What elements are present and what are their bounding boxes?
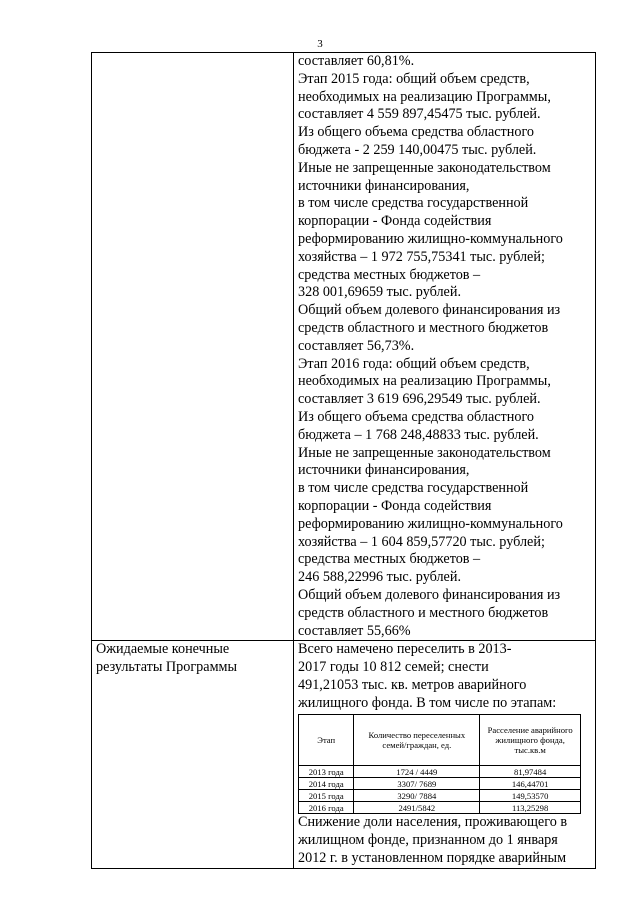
text-line: Этап 2015 года: общий объем средств, [298, 70, 530, 87]
stages-table [298, 714, 581, 814]
text-line: корпорации - Фонда содействия [298, 497, 492, 514]
funding-label-cell [92, 53, 294, 641]
text-line: Из общего объема средства областного [298, 408, 535, 425]
stage-cell: 2013 года [299, 766, 354, 778]
area-cell: 113,25298 [480, 802, 581, 814]
text-line: хозяйства – 1 604 859,57720 тыс. рублей; [298, 533, 545, 550]
text-line: хозяйства – 1 972 755,75341 тыс. рублей; [298, 248, 545, 265]
area-cell: 146,44701 [480, 778, 581, 790]
families-cell: 3307/ 7689 [354, 778, 480, 790]
results-intro [298, 641, 595, 712]
text-line: составляет 3 619 696,29549 тыс. рублей. [298, 391, 541, 408]
header-families: Количество переселенных семей/граждан, ед. [354, 715, 480, 766]
text-line: Из общего объема средства областного [298, 124, 535, 141]
text-line: средств областного и местного бюджетов [298, 604, 549, 621]
text-line: в том числе средства государственной [298, 195, 529, 212]
header-area: Расселение аварийного жилищного фонда, тыс.кв.м [480, 715, 581, 766]
text-line: средств областного и местного бюджетов [298, 319, 549, 336]
families-cell: 2491/5842 [354, 802, 480, 814]
text-line: Снижение доли населения, проживающего в [298, 814, 568, 831]
text-line: Иные не запрещенные законодательством [298, 159, 551, 176]
area-cell: 81,97484 [480, 766, 581, 778]
text-line: необходимых на реализацию Программы, [298, 373, 551, 390]
funding-row [92, 53, 596, 641]
header-stage: Этап [299, 715, 354, 766]
funding-text-cell [294, 53, 596, 641]
text-line: составляет 60,81%. [298, 53, 415, 69]
stages-table-header [299, 715, 581, 766]
text-line: средства местных бюджетов – [298, 266, 481, 283]
text-line: Ожидаемые конечные [96, 641, 230, 658]
funding-text [298, 53, 595, 640]
stages-table-wrap [298, 712, 595, 814]
text-line: Общий объем долевого финансирования из [298, 302, 561, 319]
text-line: 2017 годы 10 812 семей; снести [298, 659, 489, 676]
text-line: реформированию жилищно-коммунального [298, 230, 563, 247]
families-cell: 3290/ 7884 [354, 790, 480, 802]
text-line: 2012 г. в установленном порядке аварийным [298, 850, 567, 867]
text-line: жилищного фонда. В том числе по этапам: [298, 694, 557, 711]
page-number: 3 [317, 38, 323, 50]
program-passport-table [91, 52, 596, 869]
text-line: бюджета - 2 259 140,00475 тыс. рублей. [298, 141, 537, 158]
text-line: реформированию жилищно-коммунального [298, 515, 563, 532]
text-line: бюджета – 1 768 248,48833 тыс. рублей. [298, 426, 539, 443]
text-line: 246 588,22996 тыс. рублей. [298, 569, 461, 586]
stage-cell: 2015 года [299, 790, 354, 802]
text-line: 328 001,69659 тыс. рублей. [298, 284, 461, 301]
text-line: корпорации - Фонда содействия [298, 213, 492, 230]
families-cell: 1724 / 4449 [354, 766, 480, 778]
stage-cell: 2016 года [299, 802, 354, 814]
stage-cell: 2014 года [299, 778, 354, 790]
table-row [299, 778, 581, 790]
text-line: источники финансирования, [298, 462, 470, 479]
text-line: 491,21053 тыс. кв. метров аварийного [298, 676, 527, 693]
table-row [299, 790, 581, 802]
text-line: Иные не запрещенные законодательством [298, 444, 551, 461]
text-line: составляет 55,66% [298, 622, 411, 639]
results-label [96, 641, 293, 677]
area-cell: 149,53570 [480, 790, 581, 802]
text-line: средства местных бюджетов – [298, 551, 481, 568]
text-line: Этап 2016 года: общий объем средств, [298, 355, 530, 372]
results-row [92, 641, 596, 869]
text-line: источники финансирования, [298, 177, 470, 194]
text-line: жилищном фонде, признанном до 1 января [298, 832, 558, 849]
results-outro [298, 814, 595, 867]
results-text-cell [294, 641, 596, 869]
table-row [299, 802, 581, 814]
text-line: составляет 56,73%. [298, 337, 415, 354]
text-line: необходимых на реализацию Программы, [298, 88, 551, 105]
text-line: Всего намечено переселить в 2013- [298, 641, 512, 658]
text-line: Общий объем долевого финансирования из [298, 586, 561, 603]
text-line: в том числе средства государственной [298, 480, 529, 497]
text-line: составляет 4 559 897,45475 тыс. рублей. [298, 106, 541, 123]
table-row [299, 766, 581, 778]
results-label-cell [92, 641, 294, 869]
text-line: результаты Программы [96, 659, 238, 676]
